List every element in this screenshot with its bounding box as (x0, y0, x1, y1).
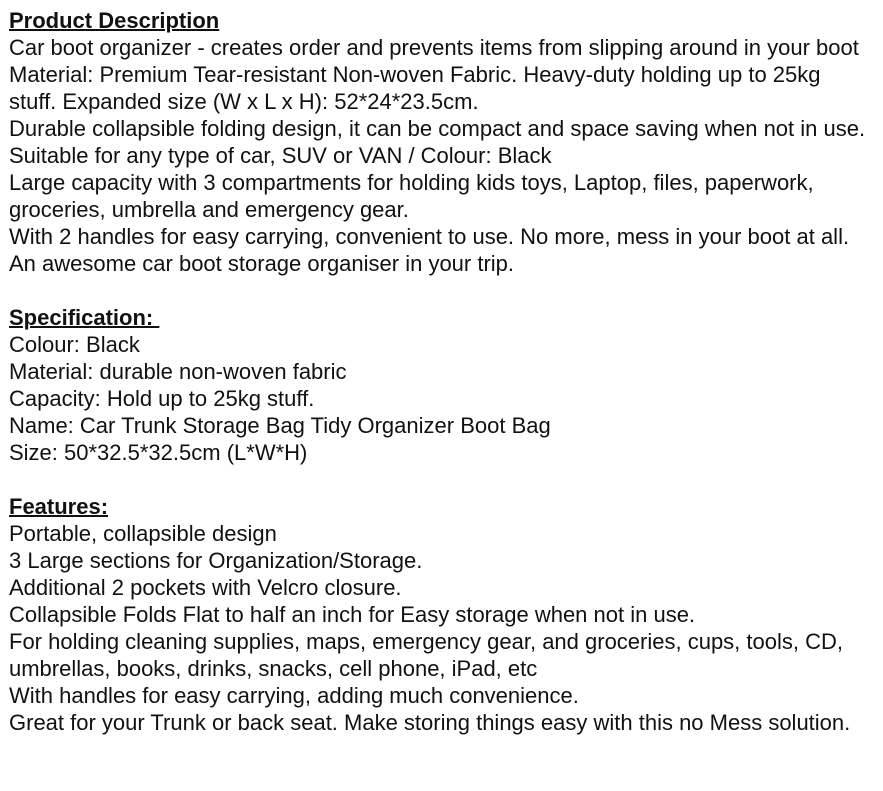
description-line: Durable collapsible folding design, it can be compact and space saving when not in use. Suitable for any type of car, SUV or VAN / Colour: Black (9, 116, 866, 168)
section-heading-product-description: Product Description (9, 8, 220, 33)
specification-line: Name: Car Trunk Storage Bag Tidy Organizer Boot Bag (9, 413, 551, 438)
feature-line: For holding cleaning supplies, maps, emergency gear, and groceries, cups, tools, CD, umbrellas, books, drinks, snacks, cell phone, iPad, etc (9, 629, 843, 681)
feature-line: 3 Large sections for Organization/Storage. (9, 548, 423, 573)
specification-line: Capacity: Hold up to 25kg stuff. (9, 386, 315, 411)
feature-line: Additional 2 pockets with Velcro closure. (9, 575, 402, 600)
section-features (9, 493, 873, 736)
description-line: With 2 handles for easy carrying, convenient to use. No more, mess in your boot at all. An awesome car boot storage organiser in your trip. (9, 224, 850, 276)
description-line: Car boot organizer - creates order and prevents items from slipping around in your boot (9, 35, 859, 60)
section-heading-specification: Specification: (9, 305, 160, 330)
specification-line: Material: durable non-woven fabric (9, 359, 347, 384)
description-line: Material: Premium Tear-resistant Non-woven Fabric. Heavy-duty holding up to 25kg stuff. Expanded size (W x L x H): 52*24*23.5cm. (9, 62, 821, 114)
specification-line: Size: 50*32.5*32.5cm (L*W*H) (9, 440, 308, 465)
section-heading-features: Features: (9, 494, 109, 519)
feature-line: Portable, collapsible design (9, 521, 277, 546)
section-specification (9, 304, 873, 466)
feature-line: Collapsible Folds Flat to half an inch for Easy storage when not in use. (9, 602, 696, 627)
feature-line: Great for your Trunk or back seat. Make storing things easy with this no Mess solution. (9, 710, 851, 735)
description-line: Large capacity with 3 compartments for holding kids toys, Laptop, files, paperwork, groceries, umbrella and emergency gear. (9, 170, 814, 222)
specification-line: Colour: Black (9, 332, 140, 357)
feature-line: With handles for easy carrying, adding much convenience. (9, 683, 579, 708)
section-product-description (9, 7, 873, 277)
